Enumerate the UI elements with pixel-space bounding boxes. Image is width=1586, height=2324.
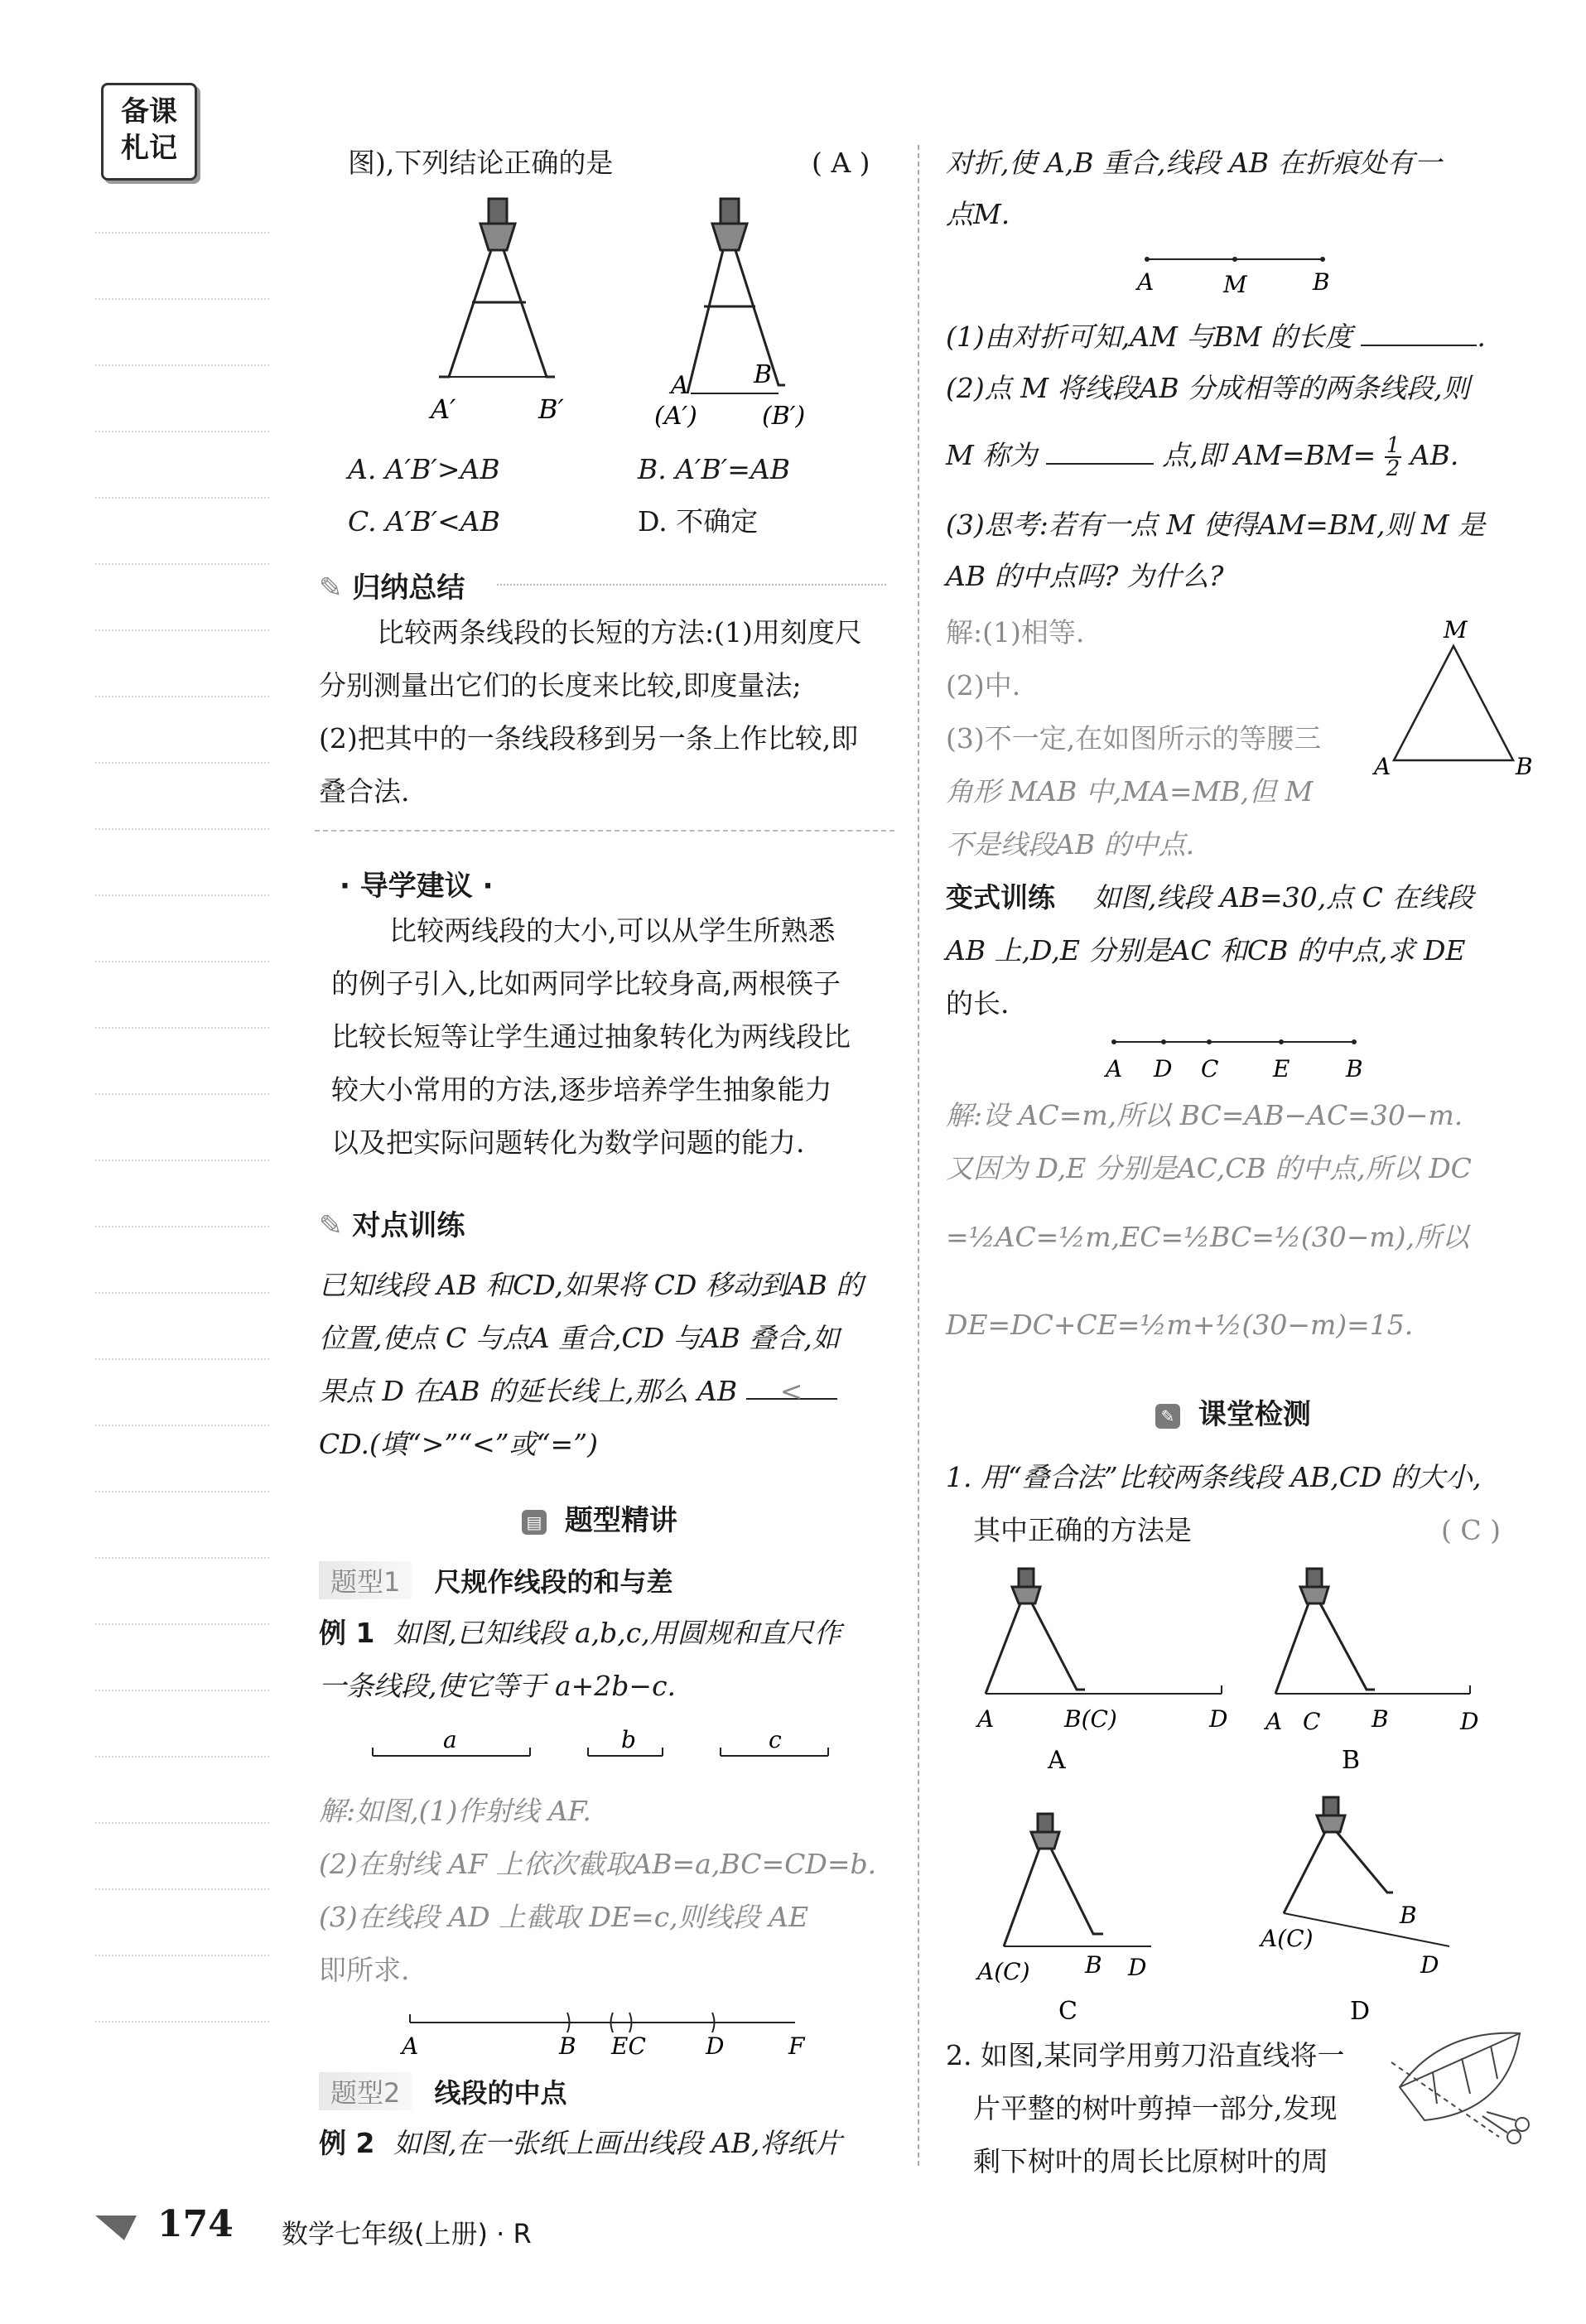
option-b: B. A′B′=AB <box>638 453 791 485</box>
sol2-line-3: (3)不一定,在如图所示的等腰三 <box>946 722 1322 755</box>
part1-blank <box>1361 320 1477 346</box>
section-icon: ▤ <box>522 1510 547 1535</box>
figB-label-a: A <box>1265 1708 1283 1735</box>
fig-b-label-a: A <box>671 371 689 400</box>
ray-af <box>389 2004 828 2062</box>
figB-label-d: D <box>1460 1708 1479 1735</box>
amb-label-b: B <box>1313 268 1330 296</box>
fig-a-label-b: B′ <box>538 393 564 425</box>
figB-label-b: B <box>1371 1705 1389 1733</box>
summary-line-2: 分别测量出它们的长度来比较,即度量法; <box>319 669 802 702</box>
tri-label-b: B <box>1516 753 1533 780</box>
fig-b-label-a-prime: (A′) <box>654 402 697 431</box>
type1-tag: 题型1 <box>319 1561 412 1599</box>
compass-figure-a <box>439 199 555 377</box>
practice-answer: < <box>779 1375 803 1407</box>
leaf-icon <box>1400 2033 1520 2120</box>
figA-label-bc: B(C) <box>1064 1705 1117 1733</box>
practice-title: 对点训练 <box>352 1209 465 1242</box>
sol2-line-2: (2)中. <box>946 669 1021 702</box>
solution1-line-3: (3)在线段 AD 上截取 DE=c,则线段 AE <box>319 1901 809 1933</box>
example1-line-2: 一条线段,使它等于 a+2b−c. <box>319 1670 677 1702</box>
part3-line-2: AB 的中点吗? 为什么? <box>946 560 1224 592</box>
choice-figures <box>969 1565 1549 2029</box>
fig-b-label-b-prime: (B′) <box>762 402 806 431</box>
half-num: 1 <box>1386 433 1400 458</box>
var-sol-line-1: 解:设 AC=m,所以 BC=AB−AC=30−m. <box>946 1099 1463 1131</box>
fig-a-label-a: A′ <box>431 393 456 425</box>
example1-line-1: 如图,已知线段 a,b,c,用圆规和直尺作 <box>393 1617 841 1649</box>
ray-label-ec: EC <box>611 2032 646 2060</box>
example2-line-1: 如图,在一张纸上画出线段 AB,将纸片 <box>393 2127 842 2159</box>
option-c: C. A′B′<AB <box>348 505 500 538</box>
type1-header <box>319 1561 673 1599</box>
part2-line: (2)点 M 将线段AB 分成相等的两条线段,则 <box>946 372 1470 404</box>
practice-answer-blank <box>746 1373 837 1407</box>
solution1-line-4: 即所求. <box>319 1954 410 1986</box>
leaf-scissors-figure <box>1375 2021 1540 2170</box>
q1-line-2: 其中正确的方法是 <box>973 1514 1192 1546</box>
segments-abc <box>348 1723 861 1772</box>
part2-line-b <box>946 435 1458 480</box>
cont-line-2: 点M. <box>946 198 1010 230</box>
summary-header <box>319 565 465 605</box>
seg-label-b: b <box>621 1726 636 1753</box>
practice-line-3 <box>319 1373 837 1410</box>
adceb-label-d: D <box>1154 1055 1173 1082</box>
seg-label-c: c <box>769 1726 782 1753</box>
figD-label-b: B <box>1400 1902 1417 1929</box>
section-title: 题型精讲 <box>564 1504 677 1537</box>
var-sol-line-4: DE=DC+CE=½m+½(30−m)=15. <box>946 1309 1414 1341</box>
ray-label-d: D <box>706 2032 725 2060</box>
summary-line-3: (2)把其中的一条线段移到另一条上作比较,即 <box>319 722 859 755</box>
figD-label-ac: A(C) <box>1261 1925 1314 1952</box>
pencil-icon-2: ✎ <box>319 1209 343 1242</box>
guide-line-5: 以及把实际问题转化为数学问题的能力. <box>331 1126 805 1159</box>
q1-answer: ( C ) <box>1441 1514 1501 1546</box>
choice-figure-d <box>1284 1797 1449 1946</box>
q2-line-2: 片平整的树叶剪掉一部分,发现 <box>973 2092 1338 2124</box>
part1-line: (1)由对折可知,AM 与BM 的长度 . <box>946 321 1486 353</box>
half-fraction <box>1385 435 1402 480</box>
check-icon: ✎ <box>1155 1404 1180 1429</box>
var-sol-line-2: 又因为 D,E 分别是AC,CB 的中点,所以 DC <box>946 1152 1472 1184</box>
type2-tag: 题型2 <box>319 2072 412 2110</box>
practice-line-1: 已知线段 AB 和CD,如果将 CD 移动到AB 的 <box>319 1269 864 1301</box>
figA-label-d: D <box>1209 1705 1228 1733</box>
choice-label-d: D <box>1350 1997 1371 2026</box>
summary-line-4: 叠合法. <box>319 775 410 808</box>
practice-line-2: 位置,使点 C 与点A 重合,CD 与AB 叠合,如 <box>319 1322 840 1354</box>
summary-line-1: 比较两条线段的长短的方法:(1)用刻度尺 <box>377 616 862 649</box>
check-title: 课堂检测 <box>1198 1398 1311 1431</box>
seg-label-a: a <box>443 1726 457 1753</box>
question-answer: ( A ) <box>812 147 870 179</box>
variant-line-2: AB 上,D,E 分别是AC 和CB 的中点,求 DE <box>946 934 1466 967</box>
guide-title: · 导学建议 · <box>340 870 494 903</box>
summary-header-rule <box>497 584 886 586</box>
practice-line-3-text: 果点 D 在AB 的延长线上,那么 AB <box>319 1375 738 1407</box>
figC-label-b: B <box>1085 1951 1102 1979</box>
notes-logo <box>101 83 197 181</box>
q2-line-1: 2. 如图,某同学用剪刀沿直线将一 <box>946 2039 1345 2071</box>
option-a: A. A′B′>AB <box>348 453 500 485</box>
figA-label-a: A <box>977 1705 995 1733</box>
example2-label: 例 2 <box>319 2127 375 2159</box>
variant-line-3: 的长. <box>946 987 1010 1020</box>
sol2-line-5: 不是线段AB 的中点. <box>946 828 1195 861</box>
notes-logo-text: 备课札记 <box>121 95 177 165</box>
solution1-line-2: (2)在射线 AF 上依次截取AB=a,BC=CD=b. <box>319 1848 877 1880</box>
column-divider <box>918 145 919 2166</box>
guide-line-4: 较大小常用的方法,逐步培养学生抽象能力 <box>331 1073 832 1106</box>
part1-text: (1)由对折可知,AM 与BM 的长度 <box>946 321 1352 353</box>
choice-figure-b <box>1275 1569 1470 1694</box>
choice-figure-a <box>986 1569 1222 1694</box>
practice-header <box>319 1203 465 1243</box>
practice-line-4: CD.(填“>”“<”或“=”) <box>319 1428 598 1460</box>
book-title: 数学七年级(上册) · R <box>282 2218 532 2249</box>
adceb-label-b: B <box>1346 1055 1363 1082</box>
part2-tail: AB. <box>1410 439 1459 471</box>
scissors-icon <box>1482 2112 1529 2143</box>
type2-header <box>319 2072 567 2110</box>
choice-label-a: A <box>1048 1746 1066 1775</box>
half-den: 2 <box>1386 456 1400 481</box>
fig-b-label-b: B <box>754 360 773 389</box>
part3-line-1: (3)思考:若有一点 M 使得AM=BM,则 M 是 <box>946 509 1486 541</box>
section-header <box>522 1497 677 1538</box>
q1-line-1: 1. 用“叠合法”比较两条线段 AB,CD 的大小, <box>946 1461 1482 1493</box>
choice-figure-c <box>1004 1814 1151 1946</box>
adceb-label-c: C <box>1201 1055 1219 1082</box>
part2-blank <box>1046 438 1154 465</box>
type1-title: 尺规作线段的和与差 <box>434 1566 673 1598</box>
summary-title: 归纳总结 <box>352 571 465 605</box>
tri-label-a: A <box>1374 753 1391 780</box>
adceb-label-a: A <box>1106 1055 1123 1082</box>
ray-label-a: A <box>402 2032 419 2060</box>
question-tail: 图),下列结论正确的是 <box>348 147 614 179</box>
page-number: 174 <box>157 2203 234 2245</box>
page-corner-decoration <box>91 2211 141 2244</box>
q2-line-3: 剩下树叶的周长比原树叶的周 <box>973 2145 1328 2177</box>
choice-label-b: B <box>1342 1746 1361 1775</box>
summary-divider <box>315 830 894 832</box>
compass-figures <box>414 190 845 439</box>
pencil-icon: ✎ <box>319 571 343 605</box>
ray-label-b: B <box>559 2032 576 2060</box>
part2-post: 点,即 AM=BM= <box>1162 439 1376 471</box>
cont-line-1: 对折,使 A,B 重合,线段 AB 在折痕处有一 <box>946 147 1442 179</box>
sol2-line-4: 角形 MAB 中,MA=MB,但 M <box>946 775 1314 808</box>
part2-pre: M 称为 <box>946 439 1038 471</box>
guide-line-3: 比较长短等让学生通过抽象转化为两线段比 <box>331 1020 851 1053</box>
ray-label-f: F <box>788 2032 805 2060</box>
sol2-line-1: 解:(1)相等. <box>946 616 1085 649</box>
adceb-label-e: E <box>1273 1055 1290 1082</box>
example1-label: 例 1 <box>319 1617 375 1649</box>
isosceles-triangle <box>1371 613 1536 787</box>
guide-line-1: 比较两线段的大小,可以从学生所熟悉 <box>389 914 836 947</box>
figC-label-ac: A(C) <box>977 1958 1030 1985</box>
var-sol-line-3: =½AC=½m,EC=½BC=½(30−m),所以 <box>946 1221 1470 1253</box>
guide-line-2: 的例子引入,比如两同学比较身高,两根筷子 <box>331 967 841 1000</box>
segment-amb <box>1130 244 1346 302</box>
figB-label-c: C <box>1303 1708 1321 1735</box>
segment-adceb <box>1097 1027 1379 1093</box>
solution1-line-1: 解:如图,(1)作射线 AF. <box>319 1795 591 1827</box>
figD-label-d: D <box>1420 1951 1439 1979</box>
figC-label-d: D <box>1128 1954 1147 1981</box>
amb-label-m: M <box>1223 271 1247 298</box>
variant-label: 变式训练 <box>946 881 1055 914</box>
choice-label-c: C <box>1058 1997 1077 2026</box>
type2-title: 线段的中点 <box>434 2077 567 2109</box>
variant-line-1: 如图,线段 AB=30,点 C 在线段 <box>1093 881 1474 914</box>
amb-label-a: A <box>1137 268 1155 296</box>
option-d: D. 不确定 <box>638 505 759 538</box>
check-header <box>1155 1391 1311 1432</box>
tri-label-m: M <box>1444 616 1468 644</box>
